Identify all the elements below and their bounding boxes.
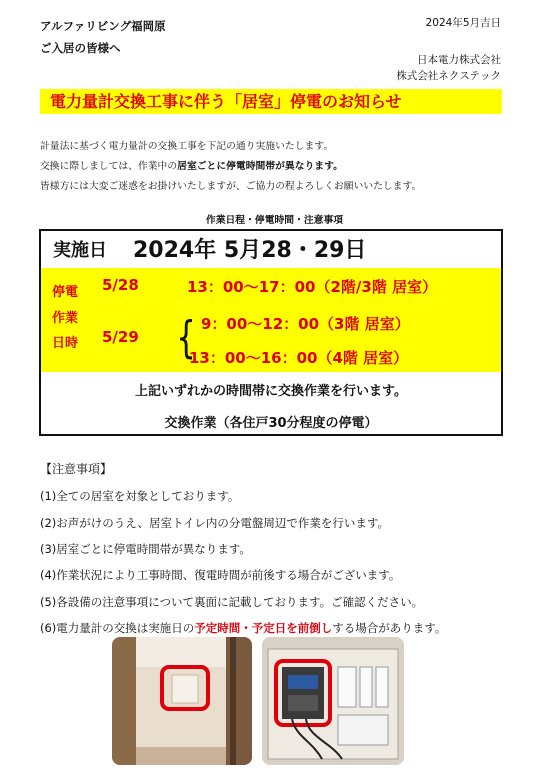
date-2: 5/29 xyxy=(102,328,139,346)
notice-date: 2024年5月吉日 xyxy=(425,17,501,29)
intro-line2-a: 交換に際しましては、作業中の xyxy=(40,161,178,172)
recipient-line2: ご入居の皆様へ xyxy=(40,41,121,55)
note-item-6-a: (6)電力量計の交換は実施日の xyxy=(40,621,195,635)
brace-icon: { xyxy=(176,312,196,363)
date-1: 5/28 xyxy=(102,276,139,294)
schedule-note-2: 交換作業（各住戸30分程度の停電） xyxy=(164,416,378,431)
schedule-box xyxy=(39,229,503,436)
schedule-head xyxy=(41,231,501,269)
recipient xyxy=(40,15,166,59)
side-label-2: 作業 xyxy=(52,311,79,326)
notes-title: 【注意事項】 xyxy=(40,462,113,476)
side-label-1: 停電 xyxy=(52,285,79,300)
company-block xyxy=(396,52,501,84)
intro-line2 xyxy=(40,157,421,177)
note-item-5: (5)各設備の注意事項について裏面に記載しております。ご確認ください。 xyxy=(40,595,424,609)
intro-line1: 計量法に基づく電力量計の交換工事を下記の通り実施いたします。 xyxy=(40,141,334,152)
schedule-label: 作業日程・停電時間・注意事項 xyxy=(205,215,344,226)
note-item-6-b: 予定時間・予定日を前倒し xyxy=(194,621,333,635)
intro xyxy=(40,137,421,197)
note-item-1: (1)全ての居室を対象としております。 xyxy=(40,489,240,503)
note-item-3: (3)居室ごとに停電時間帯が異なります。 xyxy=(40,542,251,556)
time-1: 13：00～17：00（2階/3階 居室） xyxy=(187,278,438,296)
time-3: 13：00～16：00（4階 居室） xyxy=(189,349,409,367)
room-photo-image xyxy=(112,637,252,765)
room-photo xyxy=(112,637,252,765)
intro-line3: 皆様方には大変ご迷惑をお掛けいたしますが、ご協力の程よろしくお願いいたします。 xyxy=(40,181,422,192)
schedule-head-key: 実施日 xyxy=(53,240,107,261)
company-1: 日本電力株式会社 xyxy=(417,54,501,66)
note-item-6-c: する場合があります。 xyxy=(332,621,447,635)
note-item-2: (2)お声がけのうえ、居室トイレ内の分電盤周辺で作業を行います。 xyxy=(40,516,389,530)
time-2: 9：00～12：00（3階 居室） xyxy=(201,315,410,333)
outage-times xyxy=(41,268,501,372)
intro-line2-b: 居室ごとに停電時間帯が異なります。 xyxy=(177,161,343,172)
side-label-3: 日時 xyxy=(52,336,79,351)
schedule-head-value: 2024年 5月28・29日 xyxy=(133,238,367,263)
note-item-6 xyxy=(40,620,446,636)
recipient-line1: アルファリビング福岡原 xyxy=(40,19,166,33)
schedule-note-1: 上記いずれかの時間帯に交換作業を行います。 xyxy=(135,384,407,399)
notice-title: 電力量計交換工事に伴う「居室」停電のお知らせ xyxy=(40,89,502,114)
note-item-4: (4)作業状況により工事時間、復電時間が前後する場合がございます。 xyxy=(40,568,401,582)
panel-photo xyxy=(262,637,404,765)
company-2: 株式会社ネクステック xyxy=(396,70,501,82)
panel-photo-image xyxy=(262,637,404,765)
